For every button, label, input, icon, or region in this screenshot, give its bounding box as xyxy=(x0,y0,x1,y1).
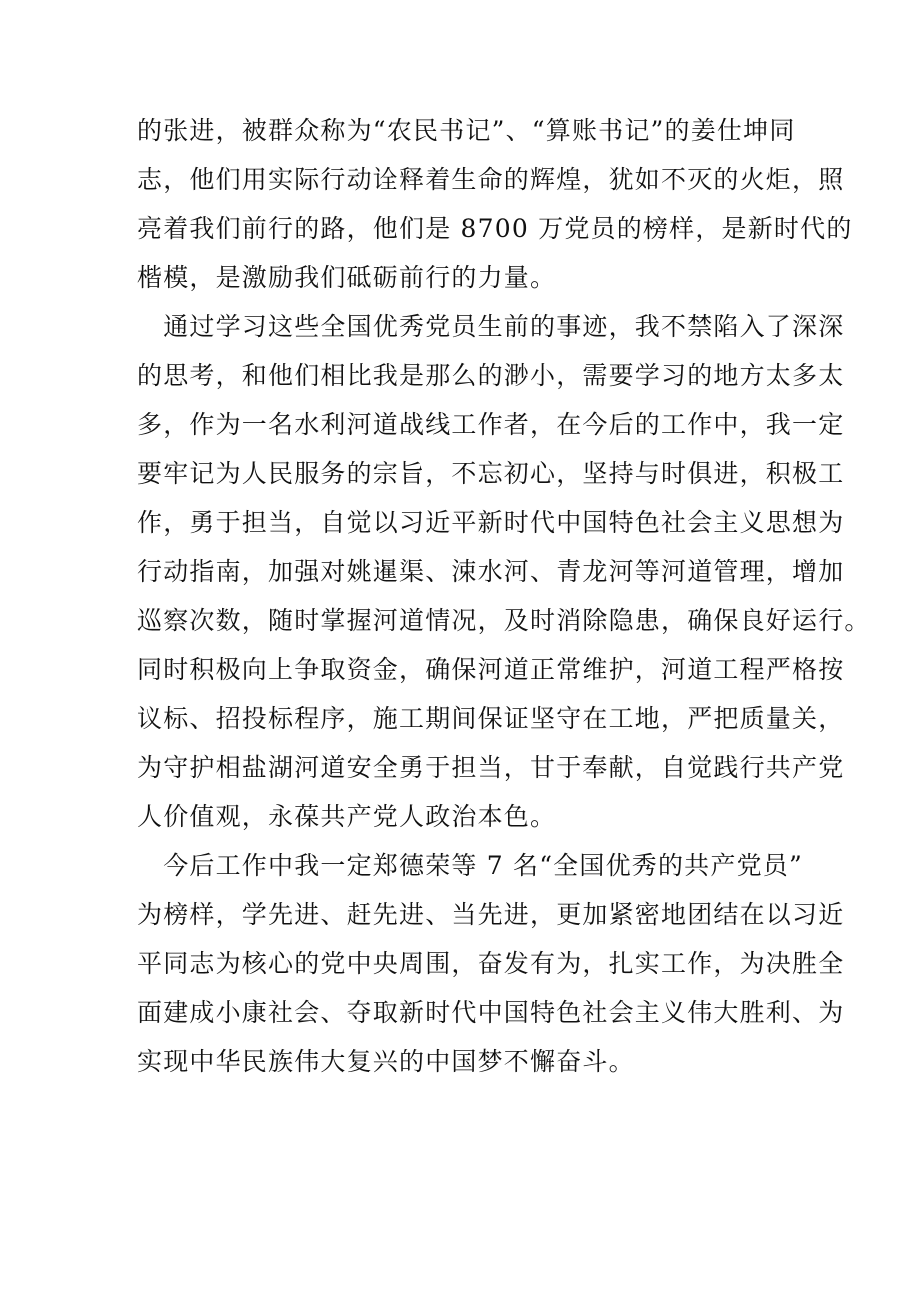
body-text xyxy=(137,106,871,1086)
text-line: 面建成小康社会、夺取新时代中国特色社会主义伟大胜利、为 xyxy=(137,998,845,1027)
text-line: 平同志为核心的党中央周围，奋发有为，扎实工作，为决胜全 xyxy=(137,949,845,978)
text-line: 为守护相盐湖河道安全勇于担当，甘于奉献，自觉践行共产党 xyxy=(137,753,845,782)
text-line: 多，作为一名水利河道战线工作者，在今后的工作中，我一定 xyxy=(137,410,845,439)
text-line: 要牢记为人民服务的宗旨，不忘初心，坚持与时俱进，积极工 xyxy=(137,459,845,488)
text-line: 议标、招投标程序，施工期间保证坚守在工地，严把质量关， xyxy=(137,704,845,733)
text-line: 志，他们用实际行动诠释着生命的辉煌，犹如不灭的火炬，照 xyxy=(137,165,845,194)
text-line: 为榜样，学先进、赶先进、当先进，更加紧密地团结在以习近 xyxy=(137,900,845,929)
text-line: 的思考，和他们相比我是那么的渺小，需要学习的地方太多太 xyxy=(137,361,845,390)
text-line: 同时积极向上争取资金，确保河道正常维护，河道工程严格按 xyxy=(137,655,845,684)
text-line: 行动指南，加强对姚暹渠、涑水河、青龙河等河道管理，增加 xyxy=(137,557,845,586)
text-line: 楷模，是激励我们砥砺前行的力量。 xyxy=(137,263,557,292)
text-line: 作，勇于担当，自觉以习近平新时代中国特色社会主义思想为 xyxy=(137,508,845,537)
text-line: 今后工作中我一定郑德荣等 7 名“全国优秀的共产党员” xyxy=(137,851,803,880)
text-line: 的张进，被群众称为“农民书记”、“算账书记”的姜仕坤同 xyxy=(137,116,796,145)
text-line: 实现中华民族伟大复兴的中国梦不懈奋斗。 xyxy=(137,1047,635,1076)
text-line: 巡察次数，随时掌握河道情况，及时消除隐患，确保良好运行。 xyxy=(137,606,871,635)
text-line: 亮着我们前行的路，他们是 8700 万党员的榜样，是新时代的 xyxy=(137,214,853,243)
text-line: 通过学习这些全国优秀党员生前的事迹，我不禁陷入了深深 xyxy=(137,312,845,341)
text-line: 人价值观，永葆共产党人政治本色。 xyxy=(137,802,557,831)
